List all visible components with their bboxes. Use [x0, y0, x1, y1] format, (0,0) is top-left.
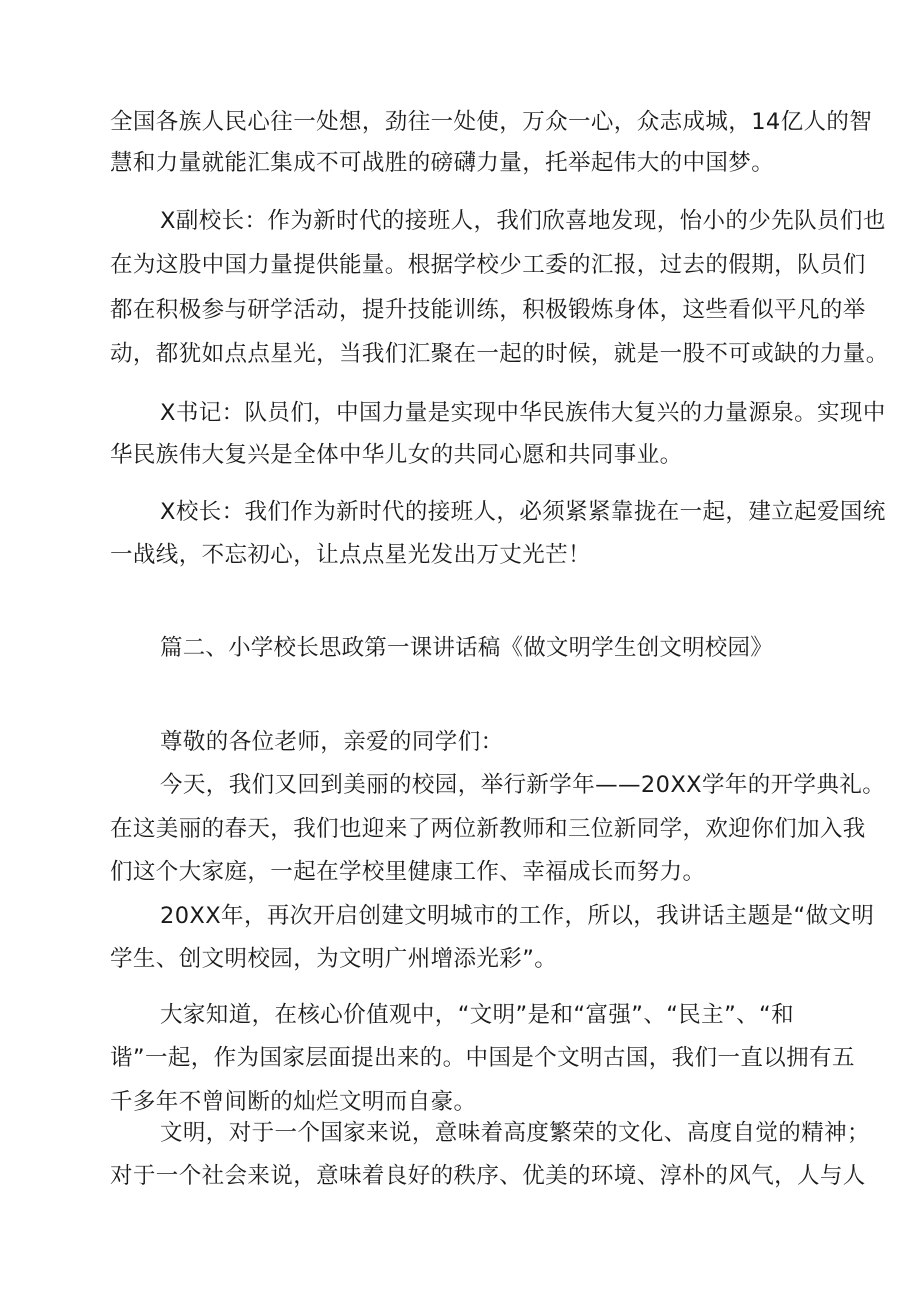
paragraph-line: 在为这股中国力量提供能量。根据学校少工委的汇报，过去的假期，队员们: [110, 252, 866, 278]
paragraph-line: 今天，我们又回到美丽的校园，举行新学年——20XX学年的开学典礼。: [160, 772, 886, 798]
paragraph-line: 在这美丽的春天，我们也迎来了两位新教师和三位新同学，欢迎你们加入我: [110, 816, 866, 842]
paragraph-line: X校长：我们作为新时代的接班人，必须紧紧靠拢在一起，建立起爱国统: [160, 499, 886, 525]
paragraph-line: X书记：队员们，中国力量是实现中华民族伟大复兴的力量源泉。实现中: [160, 400, 886, 426]
paragraph-line: X副校长：作为新时代的接班人，我们欣喜地发现，怡小的少先队员们也: [160, 208, 886, 234]
paragraph-line: 学生、创文明校园，为文明广州增添光彩”。: [110, 946, 558, 972]
paragraph-line: 都在积极参与研学活动，提升技能训练，积极锻炼身体，这些看似平凡的举: [110, 297, 866, 323]
paragraph-line: 一战线，不忘初心，让点点星光发出万丈光芒！: [110, 542, 591, 568]
paragraph-line: 华民族伟大复兴是全体中华儿女的共同心愿和共同事业。: [110, 442, 683, 468]
paragraph-line: 文明，对于一个国家来说，意味着高度繁荣的文化、高度自觉的精神；: [160, 1120, 870, 1146]
greeting-line: 尊敬的各位老师，亲爱的同学们：: [160, 729, 504, 755]
paragraph-line: 20XX年，再次开启创建文明城市的工作，所以，我讲话主题是“做文明: [160, 903, 875, 929]
paragraph-line: 对于一个社会来说，意味着良好的秩序、优美的环境、淳朴的风气，人与人: [110, 1163, 866, 1189]
section-heading: 篇二、小学校长思政第一课讲话稿《做文明学生创文明校园》: [160, 635, 773, 661]
paragraph-line: 大家知道，在核心价值观中，“文明”是和“富强”、“民主”、“和: [160, 1002, 794, 1028]
paragraph-line: 们这个大家庭，一起在学校里健康工作、幸福成长而努力。: [110, 859, 706, 885]
paragraph-line: 千多年不曾间断的灿烂文明而自豪。: [110, 1089, 477, 1115]
paragraph-line: 慧和力量就能汇集成不可战胜的磅礴力量，托举起伟大的中国梦。: [110, 150, 775, 176]
paragraph-line: 全国各族人民心往一处想，劲往一处使，万众一心，众志成城，14亿人的智: [110, 109, 873, 135]
paragraph-line: 谐”一起，作为国家层面提出来的。中国是个文明古国，我们一直以拥有五: [110, 1045, 855, 1071]
paragraph-line: 动，都犹如点点星光，当我们汇聚在一起的时候，就是一股不可或缺的力量。: [110, 341, 889, 367]
